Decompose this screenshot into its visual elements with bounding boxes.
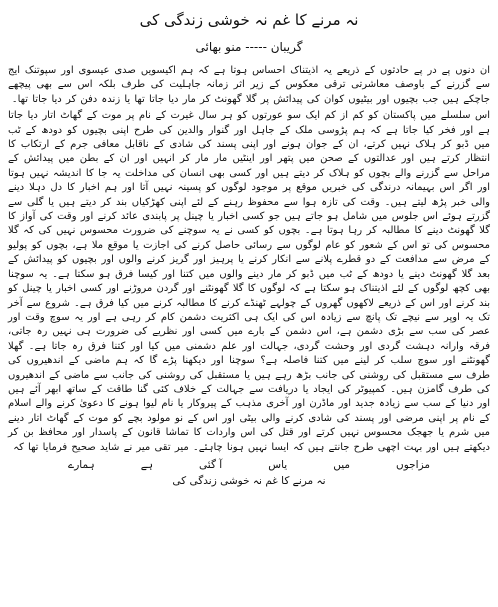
article-byline: گریبان ----- منو بھائی bbox=[195, 40, 303, 54]
verse-word: مزاجوں bbox=[396, 458, 430, 471]
verse-line-1 bbox=[8, 457, 490, 473]
verse-word: یاس bbox=[268, 458, 288, 471]
verse-word: ہمارے bbox=[68, 458, 95, 471]
article-paragraph-2: اس سلسلے میں پاکستان کو کم از کم ایک سو عورتوں کو ہر سال غیرت کے نام پر موت کے گھاٹ اتار دیا جاتا ہے اور فخر کیا جاتا ہے کہ ہم پڑوسی ملک کے جاہل اور گنوار والدین کی طرح اپنی بچیوں کو دودھ کے ٹب میں ڈبو کر ہلاک نہیں کرتے، ان کے جوان ہونے اور اپنی پسند کی شادی کے ناقابل معافی جرم کے ارتکاب کا انتظار کرتے ہیں اور عدالتوں کے صحن میں پتھر اور اینٹیں مار مار کر انہیں اور ان کے بطن میں پیدائش کے مراحل سے گزرنے والے بچوں کو ہلاک کر دیتے ہیں اور کسی بھی انسان کی مداخلت یہ جا کا اندیشہ نہیں ہوتا اور اگر اس بہیمانہ درندگی کی خبریں موقع پر موجود لوگوں کو پسینہ نہیں آتا اور ہم اخبار کا دل دہلا دینے والی خبر پڑھ لیتے ہیں۔ وقت کی تازہ ہوا سے محفوظ رہنے کے لئے اپنی کھڑکیاں بند کر دیتے ہیں یا گلی سے گزرتے ہوئے اس جلوس میں شامل ہو جاتے ہیں جو کسی اخبار یا چینل پر پابندی عائد کرنے اور وقت کی آواز کا گلا گھونٹ دینے کا مطالبہ کر رہا ہوتا ہے۔ بچوں کو کسی نے یہ سوچنے کی ضرورت محسوس نہیں کی کہ گلا محسوس کی تو اس کے شعور کو عام لوگوں سے رسائی حاصل کرنے کی اجازت یا موقع ملا ہے، بچوں کو پولیو کے مرض سے مدافعت کے دو قطرے پلانے سے انکار کرنے یا پرہیز اور گریز کرنے والوں اور بچیوں کو پیدائش کے بعد گلا گھونٹ دینے یا دودھ کے ٹب میں ڈبو کر مار دینے والوں میں کتنا اور کیسا فرق ہو سکتا ہے۔ یہ سوچنا بھی کچھ لوگوں کے لئے اذیتناک ہو سکتا ہے کہ لوگوں کا گلا گھونٹنے اور گردن مروڑنے اور کسی اخبار یا چینل کو بند کرنے اور اس کے ذریعے لاکھوں گھروں کے چولہے ٹھنڈے کرنے کا مطالبہ کرنے میں کیا فرق ہے۔ شروع سے آخر تک یہ اوپر سے نیچے تک پانچ سے زیادہ اس کی ایک ہی اکثریت دشمن کام کر رہی ہے اور یہ سوچ وقت اور عصر کی سب سے بڑی دشمن ہے، اس دشمن کے بارے میں کسی اور نظریے کی ضرورت ہی نہیں رہ جاتی، فرقہ وارانہ دہشت گردی اور وحشت گردی، جہالت اور علم دشمنی میں کیا اور کتنا فرق رہ جاتا ہے۔ گھلا گھونٹنے اور سوچ سلب کر لینے میں کتنا فاصلہ ہے؟ سوچنا اور دیکھنا پڑے گا کہ ہم ماضی کے اندھیروں کی طرف سے مستقبل کی روشنی کی جانب بڑھ رہے ہیں یا مستقبل کی روشنی کی جانب سے ماضی کے اندھیروں کی طرف گامزن ہیں۔ کمپیوٹر کی ایجاد یا دریافت سے جہالت کے خلاف کئی گنا طاقت کے ساتھ ابھر آئے ہیں اور دنیا کے سب سے زیادہ جدید اور ماڈرن اور آخری مذہب کے پیروکار یا نام لیوا ہونے کا دعویٰ کرنے والے اسلام کے نام پر اپنی مرضی اور پسند کی شادی کرنے والی بیٹی اور اس کے نو مولود بچے کو موت کے گھاٹ اتار دینے میں شرم یا جھجک محسوس نہیں کرتے اور قتل کی اس واردات کا تماشا قانون کے پاسدار اور محافظ بن کر دیکھتے ہیں اور بہت اچھی طرح جانتے ہیں کہ ایسا نہیں ہونا چاہئے۔ میر تقی میر نے شاید صحیح فرمایا تھا کہ bbox=[8, 110, 490, 453]
verse-word: ہے bbox=[140, 458, 154, 471]
verse-word: میں bbox=[333, 458, 351, 471]
article-title: نہ مرنے کا غم نہ خوشی زندگی کی bbox=[139, 11, 359, 29]
verse-word: آ گئی bbox=[199, 458, 223, 471]
article-paragraph-1: ان دنوں پے در پے حادثوں کے ذریعے یہ اذیتناک احساس ہوتا ہے کہ ہم اکیسویں صدی عیسوی اور سپوتنک ایج سے گزرنے کے باوصف معاشرتی ترقی معکوس کے زیر اثر زمانہ جاہلیت کی طرف بلکہ اس سے بھی پیچھے جاچکے ہیں جب بچیوں اور بیٹیوں کوان کی پیدائش پر گلا گھونٹ کر مار دیا جاتا تھا یا زندہ دفن کر دیا جاتا تھا۔ bbox=[8, 65, 490, 105]
verse-line-2: نہ مرنے کا غم نہ خوشی زندگی کی bbox=[172, 474, 326, 487]
